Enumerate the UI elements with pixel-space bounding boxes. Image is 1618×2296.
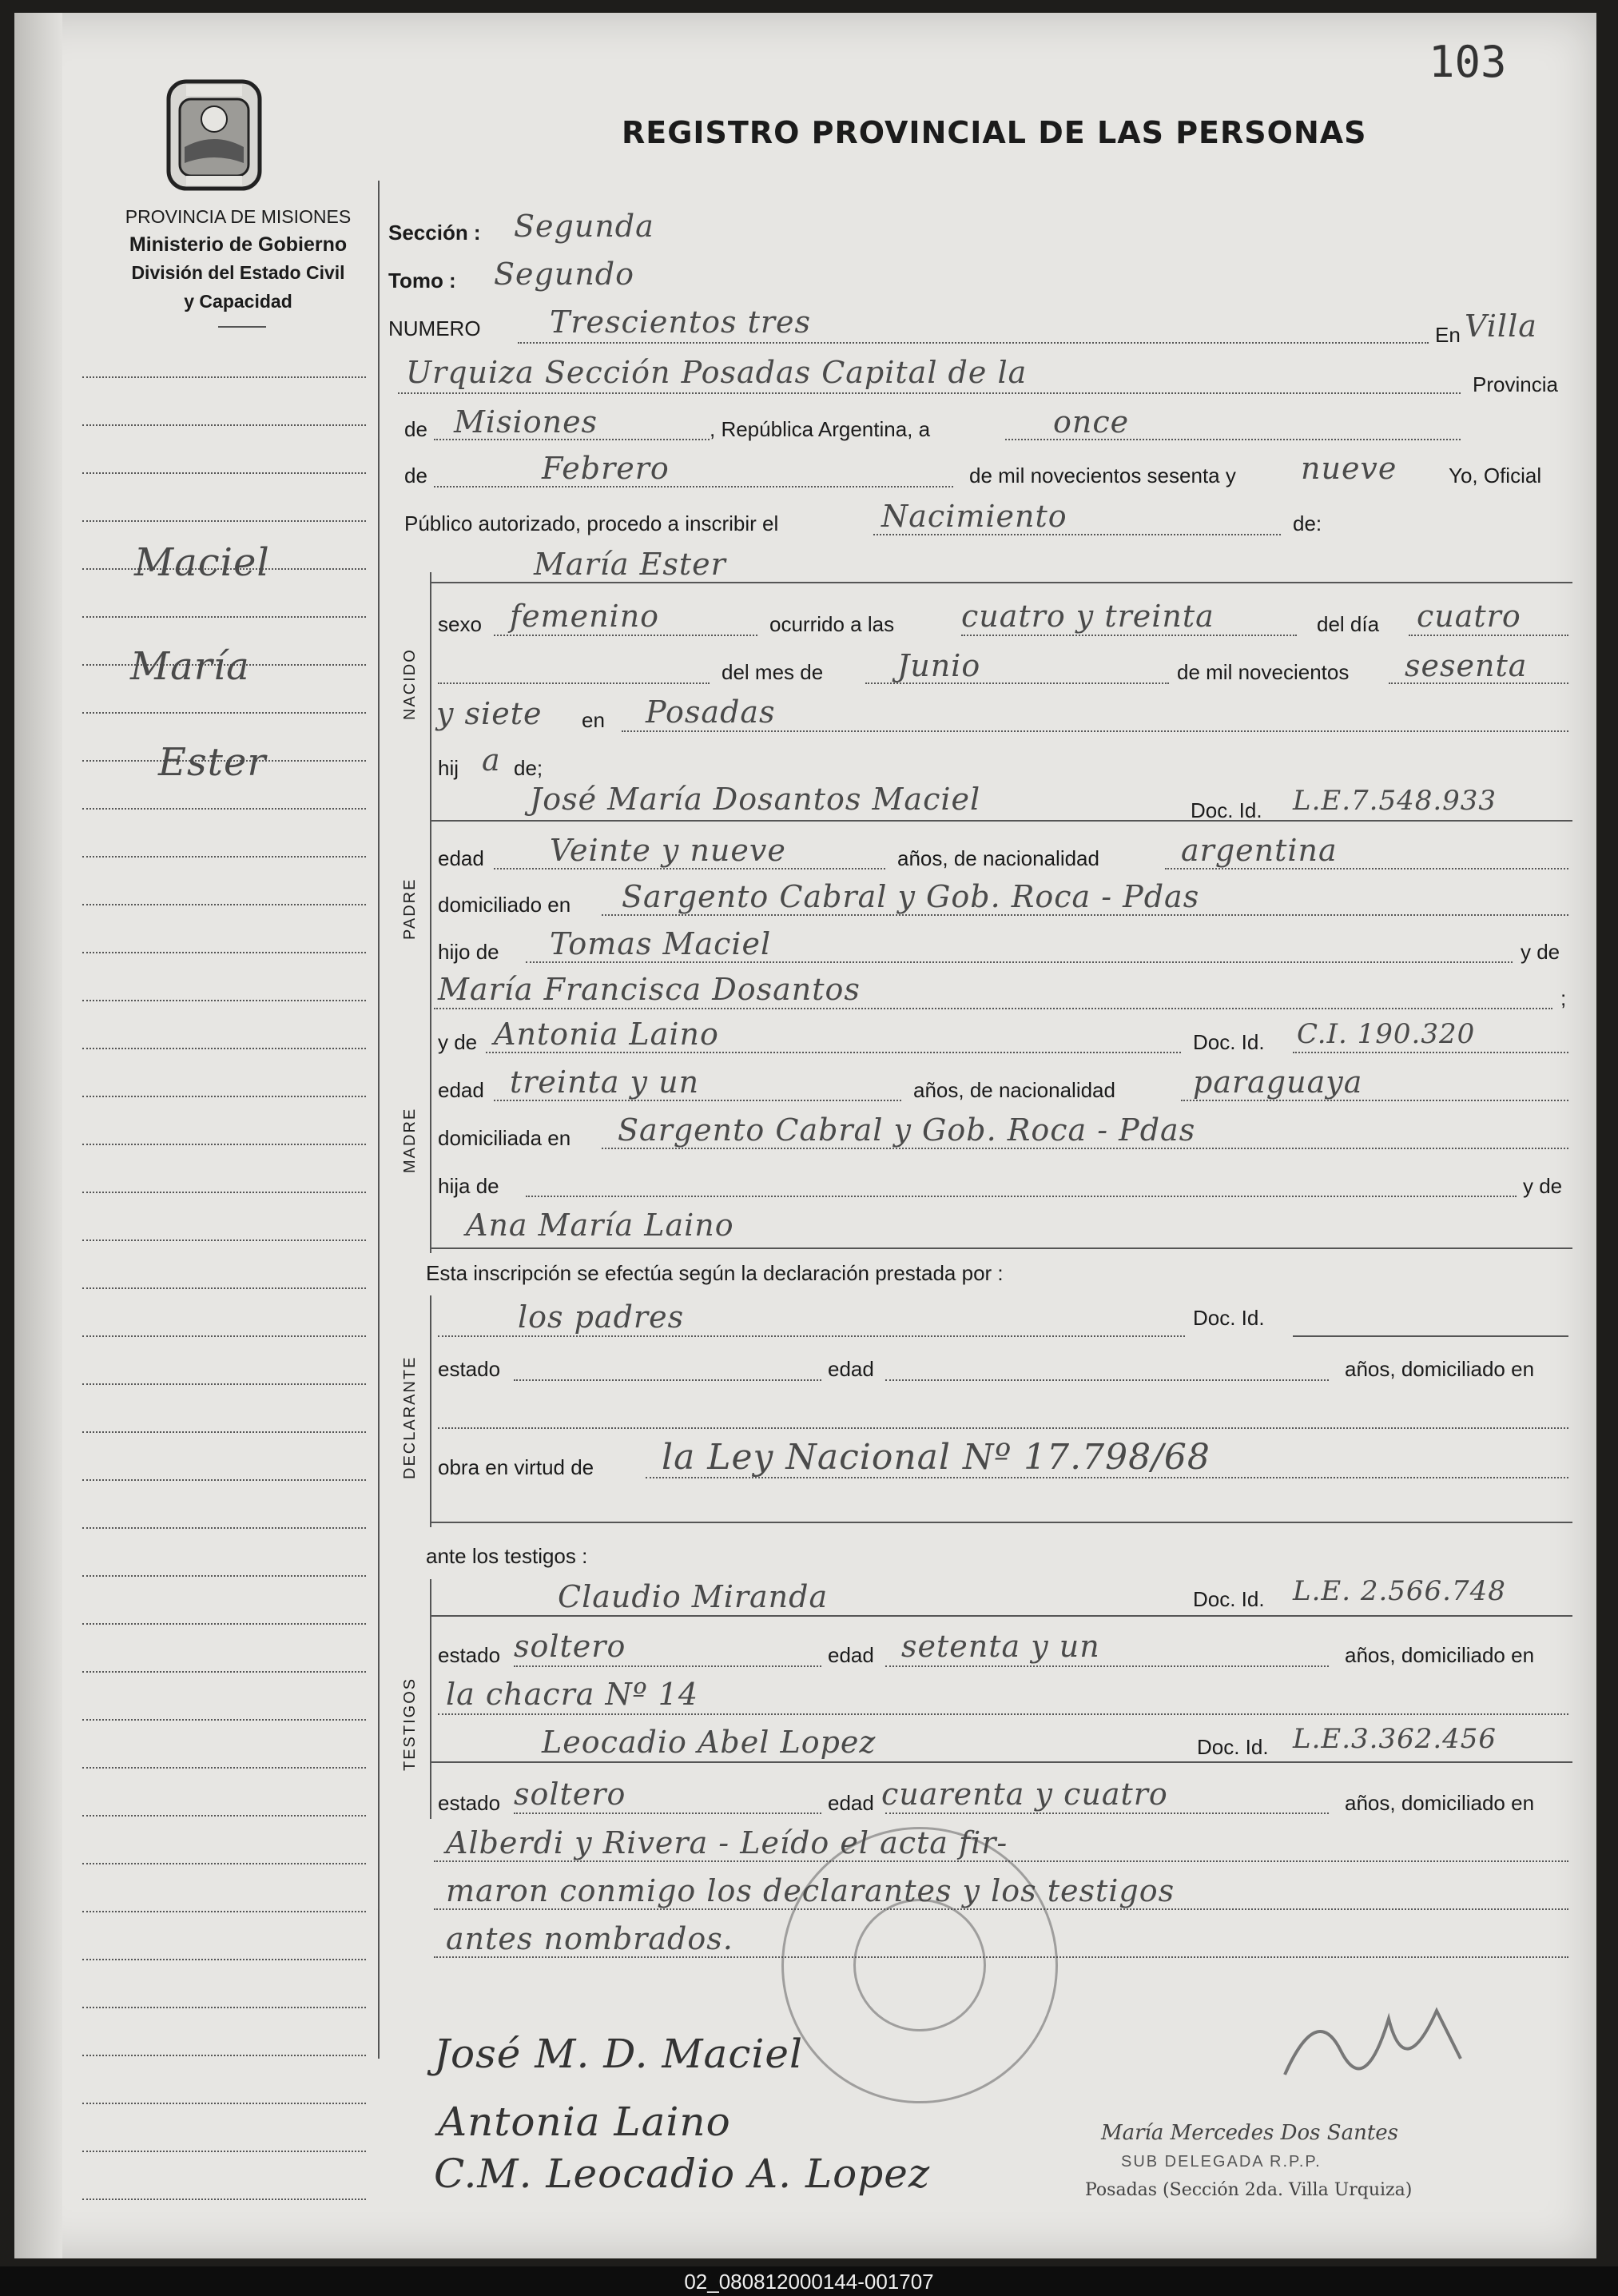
madre-yde2-label: y de: [1523, 1174, 1563, 1198]
testigo2-edad-label: edad: [828, 1791, 874, 1815]
padre-doc-label: Doc. Id.: [1191, 798, 1262, 822]
margin-rule-line: [82, 1335, 366, 1337]
margin-rule-line: [82, 616, 366, 618]
madre-doc-label: Doc. Id.: [1193, 1030, 1265, 1054]
declarante-intro: Esta inscripción se efectúa según la declaración prestada por :: [426, 1261, 1004, 1285]
officer-signature-icon: [1269, 1987, 1477, 2099]
margin-rule-line: [82, 2103, 366, 2104]
margin-rule-line: [82, 2151, 366, 2152]
margin-rule-line: [82, 1911, 366, 1912]
anio-label: de mil novecientos sesenta y: [969, 464, 1236, 487]
margin-rule-line: [82, 1767, 366, 1769]
signature-2: Antonia Laino: [438, 2099, 731, 2145]
declarante-doc-label: Doc. Id.: [1193, 1306, 1265, 1330]
padre-nac-label: años, de nacionalidad: [897, 846, 1099, 870]
declarante-section-label: DECLARANTE: [401, 1355, 419, 1479]
officer-role: SUB DELEGADA R.P.P.: [1121, 2153, 1322, 2171]
madre-doc-value: C.I. 190.320: [1297, 1018, 1476, 1050]
margin-rule-line: [82, 1192, 366, 1193]
signature-1: José M. D. Maciel: [434, 2031, 803, 2077]
en-label: En: [1435, 323, 1461, 347]
en-value: Villa: [1465, 308, 1537, 344]
margin-rule-line: [82, 424, 366, 426]
padre-edad-value: Veinte y nueve: [550, 833, 786, 868]
padre-hijo-label: hijo de: [438, 940, 499, 964]
del-mes-label: del mes de: [722, 660, 824, 684]
margin-rule-line: [82, 1959, 366, 1960]
publico-label: Público autorizado, procedo a inscribir el: [404, 511, 779, 535]
padre-doc-value: L.E.7.548.933: [1293, 785, 1497, 817]
margin-rule-line: [82, 1240, 366, 1241]
padre-dom-value: Sargento Cabral y Gob. Roca - Pdas: [622, 879, 1200, 914]
de3-label: de:: [1293, 511, 1322, 535]
footer-code: 02_080812000144-001707: [684, 2270, 934, 2294]
nacido-nombre: María Ester: [534, 547, 726, 582]
madre-dom-label: domiciliada en: [438, 1126, 571, 1150]
margin-rule-line: [82, 856, 366, 858]
madre-yde-label: y de: [438, 1030, 478, 1054]
testigos-section-label: TESTIGOS: [401, 1677, 419, 1771]
closing-line1: maron conmigo los declarantes y los testigos: [446, 1873, 1175, 1908]
dia-nac-value: cuatro: [1417, 599, 1521, 634]
margin-rule-line: [82, 1623, 366, 1625]
madre-dom-value: Sargento Cabral y Gob. Roca - Pdas: [618, 1112, 1196, 1148]
mes-nac-value: Junio: [897, 648, 981, 683]
testigo2-edad-value: cuarenta y cuatro: [881, 1777, 1168, 1812]
margin-rule-line: [82, 1671, 366, 1673]
margin-rule-line: [82, 1287, 366, 1289]
hora-value: cuatro y treinta: [961, 599, 1214, 634]
ocurrido-label: ocurrido a las: [769, 612, 895, 636]
document-title: REGISTRO PROVINCIAL DE LAS PERSONAS: [622, 115, 1367, 150]
margin-rule-line: [82, 1815, 366, 1817]
hij-value: a: [482, 742, 501, 778]
ministry-underline: [218, 326, 266, 328]
declarante-anios-label: años, domiciliado en: [1345, 1357, 1535, 1381]
margin-rule-line: [82, 1863, 366, 1864]
obra-value: la Ley Nacional Nº 17.798/68: [662, 1437, 1211, 1478]
numero-label: NUMERO: [388, 316, 481, 340]
mes-value: Febrero: [542, 451, 670, 486]
book-binding: [14, 13, 62, 2258]
lugar-value: Posadas: [646, 694, 776, 730]
madre-section-label: MADRE: [401, 1107, 419, 1173]
testigo2-dom-value: Alberdi y Rivera - Leído el acta fir-: [446, 1825, 1008, 1860]
provincia-value: Misiones: [454, 404, 598, 440]
yo-oficial-label: Yo, Oficial: [1449, 464, 1542, 487]
officer-name: María Mercedes Dos Santes: [1101, 2121, 1398, 2145]
testigo1-dom-value: la chacra Nº 14: [446, 1677, 699, 1712]
margin-rule-line: [82, 952, 366, 953]
testigo1-edad-value: setenta y un: [901, 1629, 1100, 1664]
closing-line2: antes nombrados.: [446, 1921, 733, 1956]
dia-value: once: [1053, 404, 1130, 440]
tomo-label: Tomo :: [388, 269, 456, 292]
numero-value: Trescientos tres: [550, 304, 812, 340]
padre-yde-label: y de: [1521, 940, 1560, 964]
en-nac-label: en: [582, 708, 605, 732]
madre-nac-label: años, de nacionalidad: [913, 1078, 1115, 1102]
acto-value: Nacimiento: [881, 499, 1067, 534]
madre-edad-value: treinta y un: [510, 1064, 700, 1100]
margin-rule-line: [82, 1144, 366, 1145]
margin-rule-line: [82, 1096, 366, 1097]
padre-edad-label: edad: [438, 846, 484, 870]
testigo1-anios-label: años, domiciliado en: [1345, 1643, 1535, 1667]
register-page: [14, 13, 1596, 2258]
testigo2-anios-label: años, domiciliado en: [1345, 1791, 1535, 1815]
main-frame-line: [378, 181, 380, 2059]
madre-hija-label: hija de: [438, 1174, 499, 1198]
declarante-edad-label: edad: [828, 1357, 874, 1381]
margin-rule-line: [82, 1383, 366, 1385]
padre-nombre: José María Dosantos Maciel: [530, 782, 981, 817]
margin-rule-line: [82, 808, 366, 810]
anio-value: nueve: [1301, 451, 1397, 486]
margin-rule-line: [82, 1048, 366, 1049]
testigo1-doc-value: L.E. 2.566.748: [1293, 1575, 1506, 1607]
seccion-label: Sección :: [388, 221, 481, 245]
signature-3: C.M. Leocadio A. Lopez: [434, 2151, 931, 2197]
padre-semicolon: ;: [1560, 986, 1567, 1010]
margin-rule-line: [82, 2055, 366, 2056]
republica-label: , República Argentina, a: [710, 417, 931, 441]
tomo-value: Segundo: [494, 257, 634, 292]
madre-nombre: Antonia Laino: [494, 1017, 719, 1052]
madre-nac-value: paraguaya: [1193, 1064, 1363, 1100]
margin-rule-line: [82, 376, 366, 378]
testigo1-doc-label: Doc. Id.: [1193, 1587, 1265, 1611]
anio-nac-value: sesenta: [1405, 648, 1528, 683]
margin-rule-line: [82, 1575, 366, 1577]
margin-note-line1: Maciel: [134, 540, 270, 585]
ministry-line2: Ministerio de Gobierno: [129, 233, 348, 256]
padre-dom-label: domiciliado en: [438, 893, 571, 917]
margin-rule-line: [82, 2199, 366, 2200]
page-number: 103: [1429, 37, 1507, 87]
testigo2-nombre: Leocadio Abel Lopez: [542, 1725, 877, 1760]
ministry-line4: y Capacidad: [184, 291, 292, 312]
testigo1-nombre: Claudio Miranda: [558, 1579, 829, 1614]
margin-rule-line: [82, 904, 366, 905]
margin-rule-line: [82, 1479, 366, 1481]
officer-place: Posadas (Sección 2da. Villa Urquiza): [1085, 2180, 1413, 2200]
margin-note-line2: María: [130, 644, 250, 689]
margin-note-line3: Ester: [158, 740, 267, 785]
margin-rule-line: [82, 1431, 366, 1433]
testigo1-estado-value: soltero: [514, 1629, 626, 1664]
declarante-nombre: los padres: [518, 1299, 685, 1335]
testigo1-estado-label: estado: [438, 1643, 501, 1667]
provincia-label: Provincia: [1473, 372, 1558, 396]
de-label: de: [404, 417, 427, 441]
madre-edad-label: edad: [438, 1078, 484, 1102]
padre-section-label: PADRE: [401, 877, 419, 940]
testigo2-doc-value: L.E.3.362.456: [1293, 1723, 1497, 1755]
de2-label: de: [404, 464, 427, 487]
province-coat-of-arms-icon: [162, 75, 266, 195]
margin-rule-line: [82, 1000, 366, 1001]
margin-rule-line: [82, 472, 366, 474]
nacido-section-label: NACIDO: [401, 648, 419, 720]
ministry-line3: División del Estado Civil: [131, 262, 345, 283]
testigo2-estado-value: soltero: [514, 1777, 626, 1812]
testigo2-doc-label: Doc. Id.: [1197, 1735, 1269, 1759]
seccion-value: Segunda: [514, 209, 654, 244]
novecientos-label: de mil novecientos: [1177, 660, 1350, 684]
padre-madre-value: María Francisca Dosantos: [438, 972, 861, 1007]
madre-madre-value: Ana María Laino: [466, 1208, 734, 1243]
place-value: Urquiza Sección Posadas Capital de la: [406, 355, 1028, 390]
margin-rule-line: [82, 520, 366, 522]
official-seal-inner: [853, 1899, 986, 2031]
padre-hijo-value: Tomas Maciel: [550, 926, 772, 961]
testigo1-edad-label: edad: [828, 1643, 874, 1667]
hij-de-label: de;: [514, 756, 543, 780]
declarante-estado-label: estado: [438, 1357, 501, 1381]
ministry-line1: PROVINCIA DE MISIONES: [125, 206, 352, 227]
testigo2-estado-label: estado: [438, 1791, 501, 1815]
del-dia-label: del día: [1317, 612, 1380, 636]
margin-rule-line: [82, 2007, 366, 2008]
padre-nac-value: argentina: [1181, 833, 1338, 868]
testigos-intro: ante los testigos :: [426, 1544, 588, 1568]
hij-label: hij: [438, 756, 459, 780]
margin-rule-line: [82, 712, 366, 714]
obra-label: obra en virtud de: [438, 1455, 594, 1479]
margin-rule-line: [82, 1527, 366, 1529]
sexo-value: femenino: [510, 599, 660, 634]
margin-rule-line: [82, 1719, 366, 1721]
footer-strip: [0, 2266, 1618, 2296]
sexo-label: sexo: [438, 612, 482, 636]
anio-nac-value2: y siete: [436, 696, 543, 731]
